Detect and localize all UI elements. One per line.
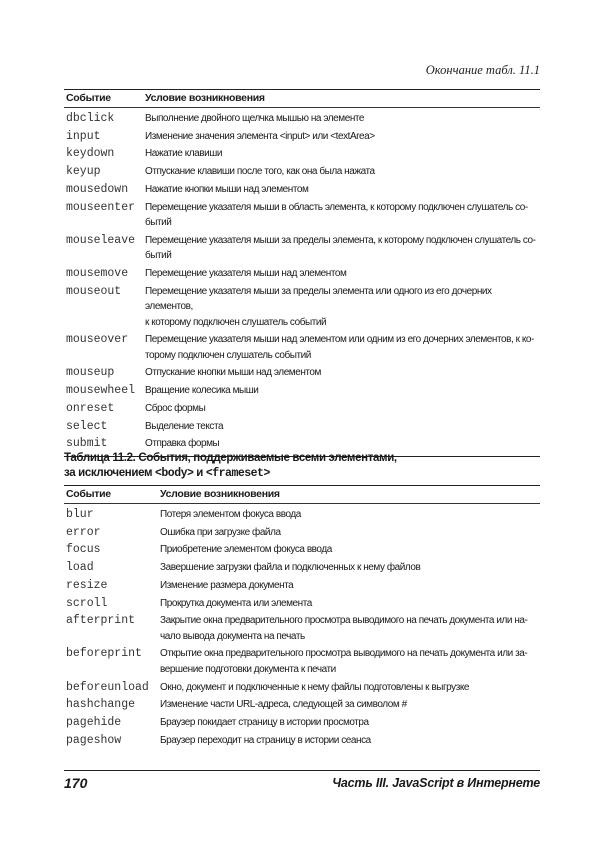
event-name: pagehide <box>66 715 122 729</box>
event-condition: Перемещение указателя мыши над элементом <box>145 267 347 279</box>
event-name: mouseout <box>66 284 122 298</box>
event-condition: Завершение загрузки файла и подключенных к нему файлов <box>160 562 421 574</box>
event-name: mouseenter <box>66 200 136 214</box>
table-row <box>64 232 540 265</box>
table-row <box>64 400 540 418</box>
event-name: pageshow <box>66 733 122 747</box>
event-condition: Отправка формы <box>145 438 220 450</box>
table-row <box>64 382 540 400</box>
event-condition: Приобретение элементом фокуса ввода <box>160 544 332 556</box>
table-row <box>64 364 540 382</box>
event-name: onreset <box>66 401 115 415</box>
table-row <box>64 128 540 146</box>
header-condition: Условие возникновения <box>160 488 280 500</box>
event-name: scroll <box>66 596 108 610</box>
table-row <box>64 145 540 163</box>
event-name: mousemove <box>66 266 129 280</box>
table-row <box>64 198 540 231</box>
event-name: keyup <box>66 165 101 179</box>
event-name: mouseleave <box>66 233 136 247</box>
event-condition: Изменение значения элемента <input> или <textArea> <box>145 130 375 142</box>
footer-rule <box>64 770 540 771</box>
caption-prefix: за исключением <box>64 467 155 479</box>
table-row <box>64 645 540 678</box>
event-condition: Нажатие клавиши <box>145 148 222 160</box>
table-header <box>64 90 540 107</box>
table-row <box>64 559 540 577</box>
event-name: mouseover <box>66 333 129 347</box>
table-row <box>64 331 540 364</box>
table-row <box>64 163 540 181</box>
event-name: hashchange <box>66 698 136 712</box>
event-name: afterprint <box>66 614 136 628</box>
event-condition: Выделение текста <box>145 420 224 432</box>
event-condition: Ошибка при загрузке файла <box>160 526 281 538</box>
event-name: load <box>66 561 94 575</box>
event-condition: Перемещение указателя мыши за пределы элемента или одного из его дочерних элементов, к которому подключен слушатель событий <box>145 285 492 328</box>
table-header <box>64 486 540 503</box>
table-row <box>64 541 540 559</box>
event-condition: Закрытие окна предварительного просмотра выводимого на печать документа или на- чало вывода документа на печать <box>160 615 528 642</box>
event-condition: Открытие окна предварительного просмотра выводимого на печать документа или за- вершение подготовки документа к печати <box>160 648 528 675</box>
event-name: input <box>66 129 101 143</box>
event-name: focus <box>66 543 101 557</box>
events-table-11-2 <box>64 485 540 749</box>
event-condition: Отпускание кнопки мыши над элементом <box>145 367 321 379</box>
part-title: Часть III. JavaScript в Интернете <box>332 776 540 790</box>
event-name: submit <box>66 437 108 451</box>
event-condition: Браузер переходит на страницу в истории сеанса <box>160 734 371 746</box>
table-row <box>64 265 540 283</box>
table-row <box>64 181 540 199</box>
page-footer <box>64 770 540 791</box>
header-condition: Условие возникновения <box>145 92 265 104</box>
event-condition: Перемещение указателя мыши в область элемента, к которому подключен слушатель со- бытий <box>145 201 528 229</box>
caption-line-2 <box>64 466 397 481</box>
event-condition: Выполнение двойного щелчка мышью на элементе <box>145 113 365 125</box>
table-row <box>64 714 540 732</box>
event-name: mouseup <box>66 366 115 380</box>
event-condition: Вращение колесика мыши <box>145 385 259 397</box>
table-row <box>64 594 540 612</box>
events-table-11-1 <box>64 89 540 457</box>
event-name: error <box>66 525 101 539</box>
event-condition: Потеря элементом фокуса ввода <box>160 509 301 521</box>
caption-and: и <box>193 467 206 479</box>
event-condition: Перемещение указателя мыши за пределы элемента, к которому подключен слушатель со- бытий <box>145 234 536 262</box>
caption-tag-body: <body> <box>155 467 194 480</box>
page-number: 170 <box>64 775 88 791</box>
event-name: beforeunload <box>66 680 149 694</box>
event-condition: Нажатие кнопки мыши над элементом <box>145 183 309 195</box>
table-caption <box>64 451 397 481</box>
event-name: mousewheel <box>66 384 136 398</box>
caption-line-1: Таблица 11.2. События, поддерживаемые всеми элементами, <box>64 452 397 464</box>
event-name: keydown <box>66 147 115 161</box>
table-row <box>64 679 540 697</box>
table-row <box>64 696 540 714</box>
event-condition: Перемещение указателя мыши над элементом или одним из его дочерних элементов, к ко- торому подключен слушатель событий <box>145 334 534 361</box>
event-name: blur <box>66 508 94 522</box>
event-condition: Изменение размера документа <box>160 579 294 591</box>
event-name: beforeprint <box>66 647 142 661</box>
table-row <box>64 110 540 128</box>
table-row <box>64 417 540 435</box>
header-event: Событие <box>66 488 111 500</box>
table-row <box>64 612 540 645</box>
continuation-label: Окончание табл. 11.1 <box>425 63 540 77</box>
event-name: mousedown <box>66 182 129 196</box>
event-name: select <box>66 419 108 433</box>
event-condition: Браузер покидает страницу в истории просмотра <box>160 716 369 728</box>
table-row <box>64 732 540 750</box>
event-condition: Прокрутка документа или элемента <box>160 597 312 609</box>
caption-tag-frameset: <frameset> <box>205 467 270 480</box>
event-name: resize <box>66 578 108 592</box>
header-event: Событие <box>66 92 111 104</box>
event-condition: Сброс формы <box>145 402 206 414</box>
event-name: dbclick <box>66 112 115 126</box>
event-condition: Изменение части URL-адреса, следующей за символом # <box>160 699 407 711</box>
event-condition: Окно, документ и подключенные к нему файлы подготовлены к выгрузке <box>160 681 470 693</box>
table-row <box>64 524 540 542</box>
table-row <box>64 577 540 595</box>
table-row <box>64 506 540 524</box>
event-condition: Отпускание клавиши после того, как она была нажата <box>145 166 375 178</box>
table-row <box>64 283 540 332</box>
